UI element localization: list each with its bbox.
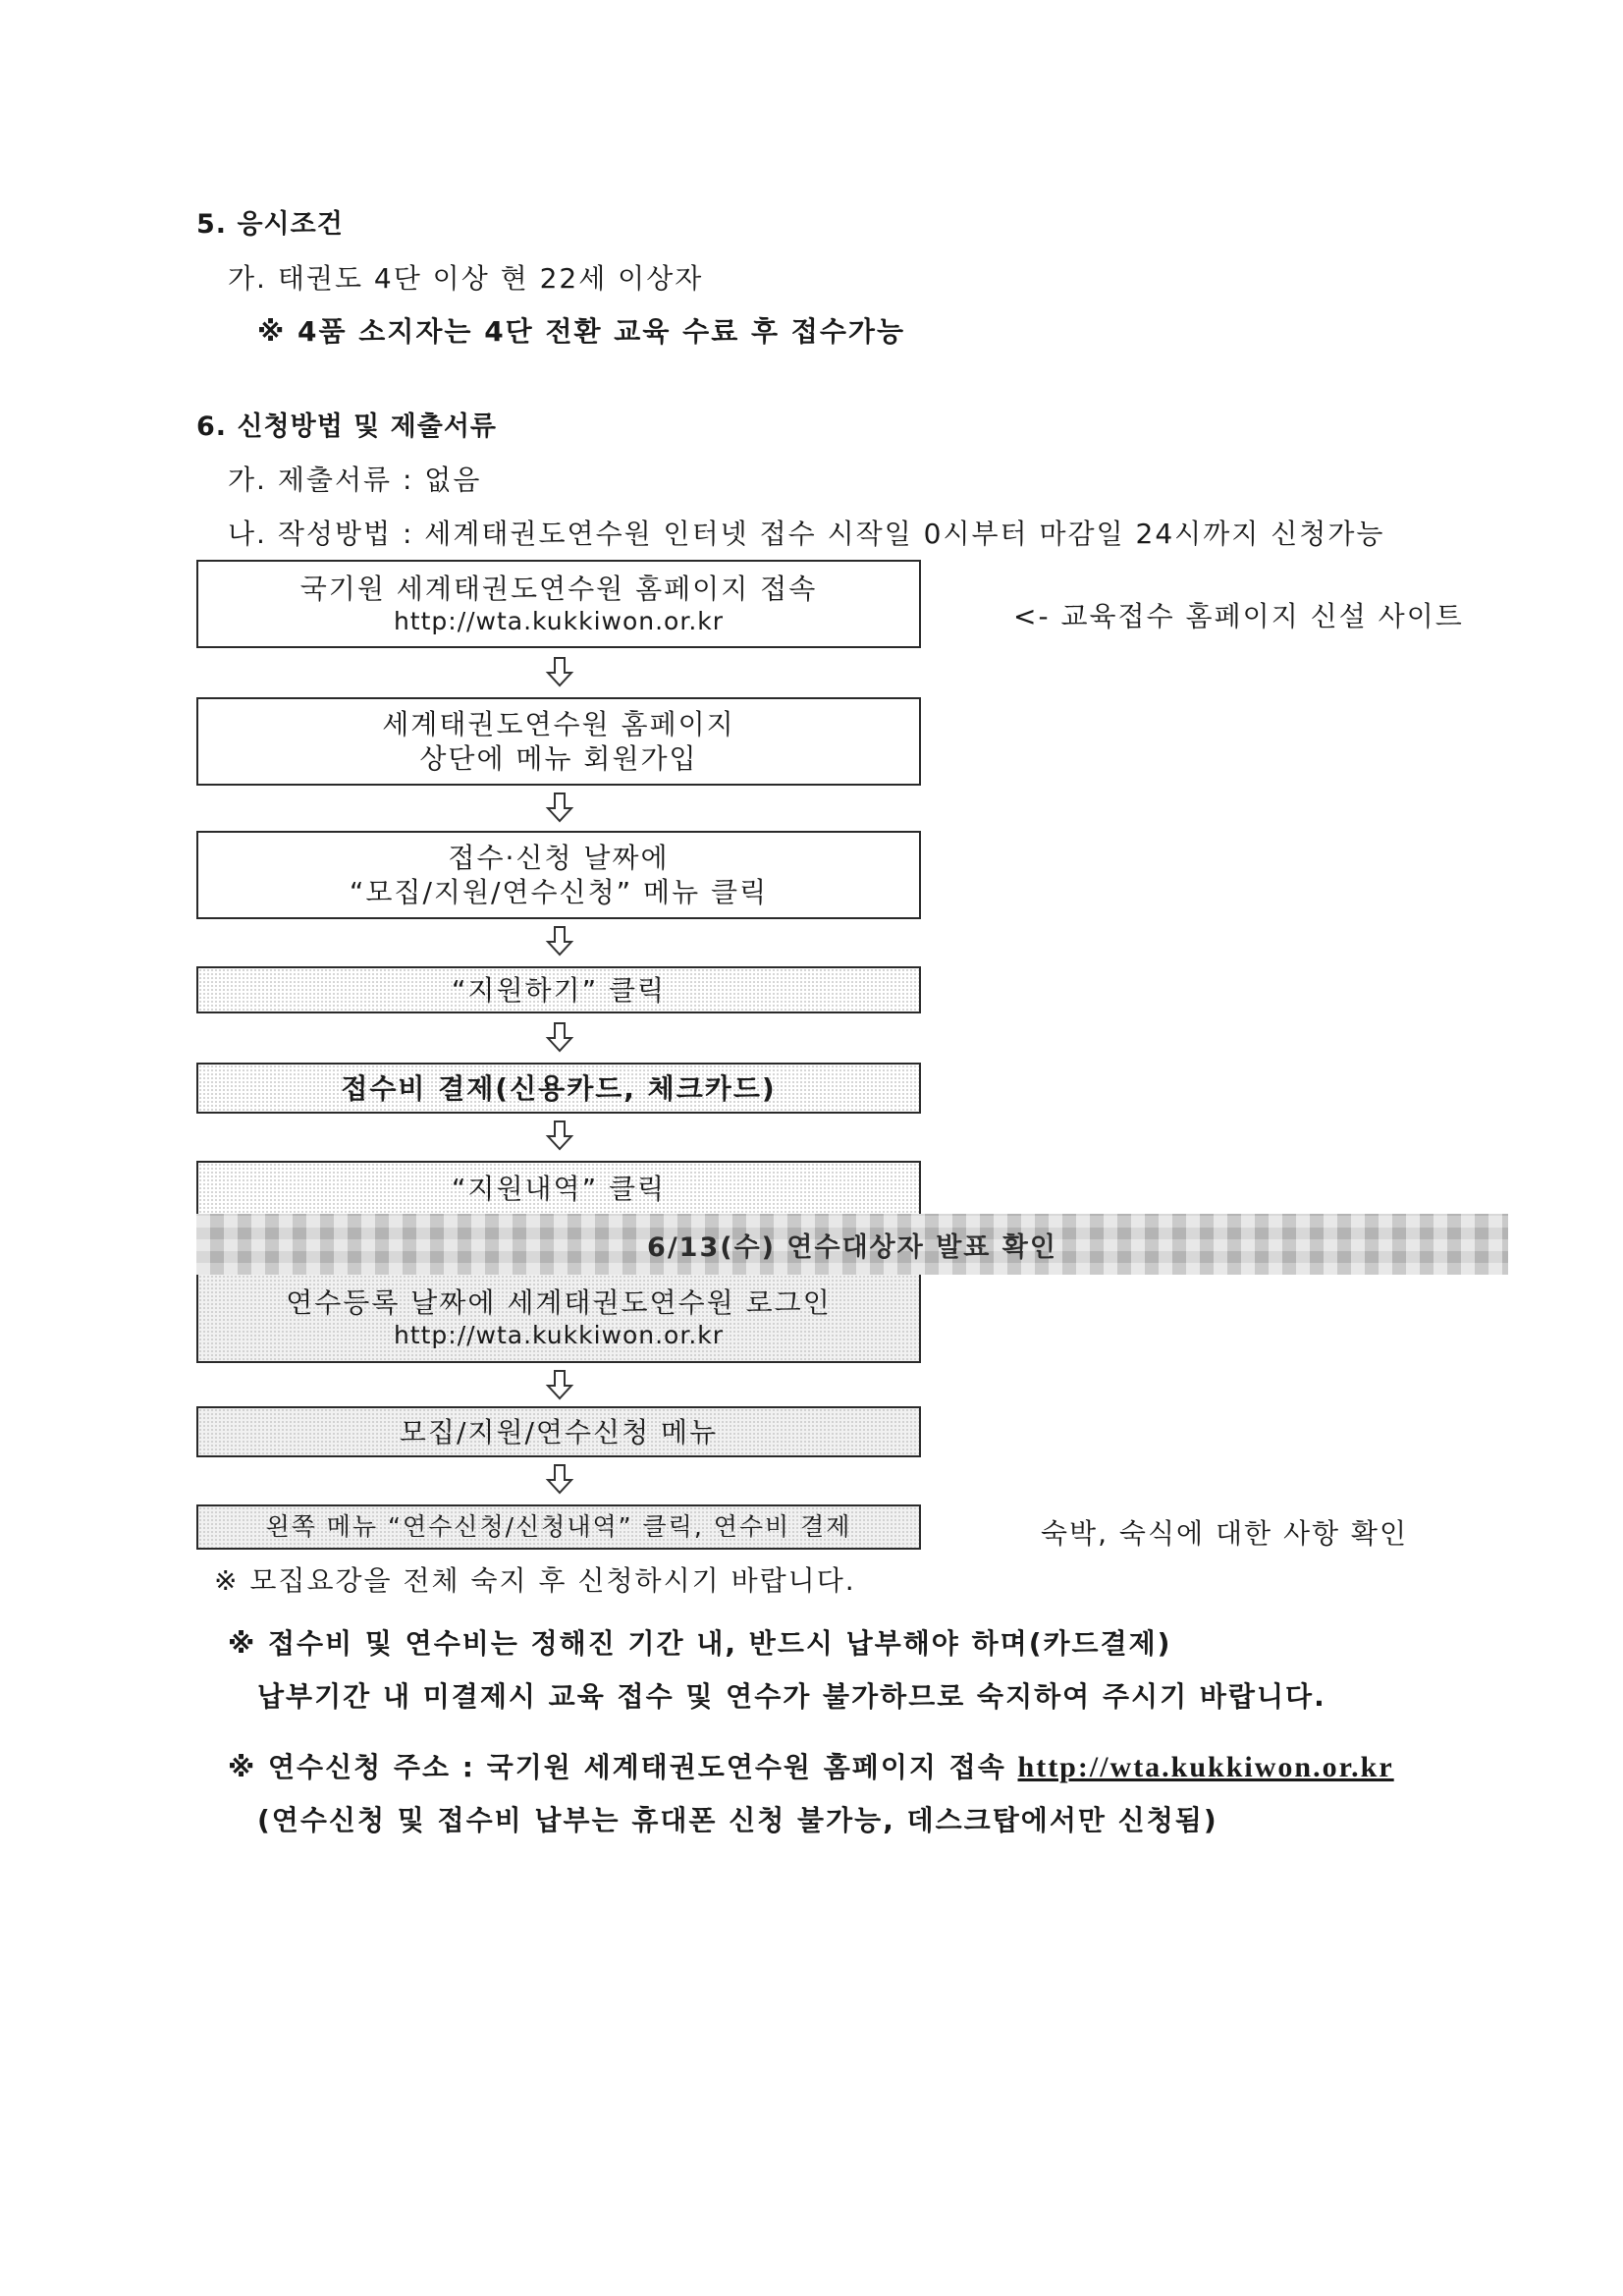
flow-step-9-text: 왼쪽 메뉴 “연수신청/신청내역” 클릭, 연수비 결제 [265,1512,852,1542]
flow-step-7-url: http://wta.kukkiwon.or.kr [393,1320,725,1349]
announcement-banner-text: 6/13(수) 연수대상자 발표 확인 [647,1231,1057,1263]
section-5-heading: 5. 응시조건 [196,209,344,240]
flow-step-1-text: 국기원 세계태권도연수원 홈페이지 접속 [299,572,818,605]
section-5-item-ga: 가. 태권도 4단 이상 현 22세 이상자 [228,262,704,295]
flow-step-8-text: 모집/지원/연수신청 메뉴 [399,1415,719,1449]
section-6-item-ga: 가. 제출서류 : 없음 [228,464,482,496]
note-3-prefix: ※ 연수신청 주소 : 국기원 세계태권도연수원 홈페이지 접속 [228,1751,1006,1783]
down-arrow-icon [545,1021,574,1053]
flow-step-9 [196,1504,921,1550]
flow-step-3 [196,831,921,919]
flow-step-7 [196,1275,921,1363]
flow-step-8 [196,1406,921,1457]
flow-step-7-text: 연수등록 날짜에 세계태권도연수원 로그인 [286,1285,832,1319]
flow-step-4-text: “지원하기” 클릭 [451,973,667,1007]
note-2-line-1: ※ 접수비 및 연수비는 정해진 기간 내, 반드시 납부해야 하며(카드결제) [228,1627,1172,1660]
flow-step-6 [196,1161,921,1214]
flow-step-2-line2: 상단에 메뉴 회원가입 [419,742,698,775]
flow-step-5 [196,1063,921,1114]
down-arrow-icon [545,925,574,957]
flow-step-5-text: 접수비 결제(신용카드, 체크카드) [341,1071,777,1105]
section-5-note: ※ 4품 소지자는 4단 전환 교육 수료 후 접수가능 [257,315,905,348]
flow-step-4 [196,966,921,1013]
down-arrow-icon [545,1463,574,1495]
note-3-url-link[interactable]: http://wta.kukkiwon.or.kr [1017,1751,1394,1783]
flow-step-1 [196,560,921,648]
note-3-line-1 [228,1746,1394,1785]
flow-step-2-line1: 세계태권도연수원 홈페이지 [382,708,735,740]
section-6-item-na: 나. 작성방법 : 세계태권도연수원 인터넷 접수 시작일 0시부터 마감일 24시까지 신청가능 [228,518,1385,550]
down-arrow-icon [545,1369,574,1400]
note-1: ※ 모집요강을 전체 숙지 후 신청하시기 바랍니다. [214,1564,856,1597]
flow-step-3-line1: 접수·신청 날짜에 [448,842,670,874]
flow-step-9-side-note: 숙박, 숙식에 대한 사항 확인 [1041,1517,1409,1550]
down-arrow-icon [545,1120,574,1151]
note-2-line-2: 납부기간 내 미결제시 교육 접수 및 연수가 불가하므로 숙지하여 주시기 바랍니다. [257,1680,1326,1713]
flow-step-2 [196,697,921,786]
down-arrow-icon [545,656,574,687]
announcement-banner [196,1214,1508,1275]
note-3-line-2: (연수신청 및 접수비 납부는 휴대폰 신청 불가능, 데스크탑에서만 신청됨) [257,1804,1218,1836]
flow-step-1-side-note: <- 교육접수 홈페이지 신설 사이트 [1013,600,1464,632]
flow-step-1-url: http://wta.kukkiwon.or.kr [393,606,725,635]
down-arrow-icon [545,792,574,823]
section-6-heading: 6. 신청방법 및 제출서류 [196,411,497,442]
flow-step-3-line2: “모집/지원/연수신청” 메뉴 클릭 [349,876,769,908]
flow-step-6-text: “지원내역” 클릭 [451,1172,667,1205]
